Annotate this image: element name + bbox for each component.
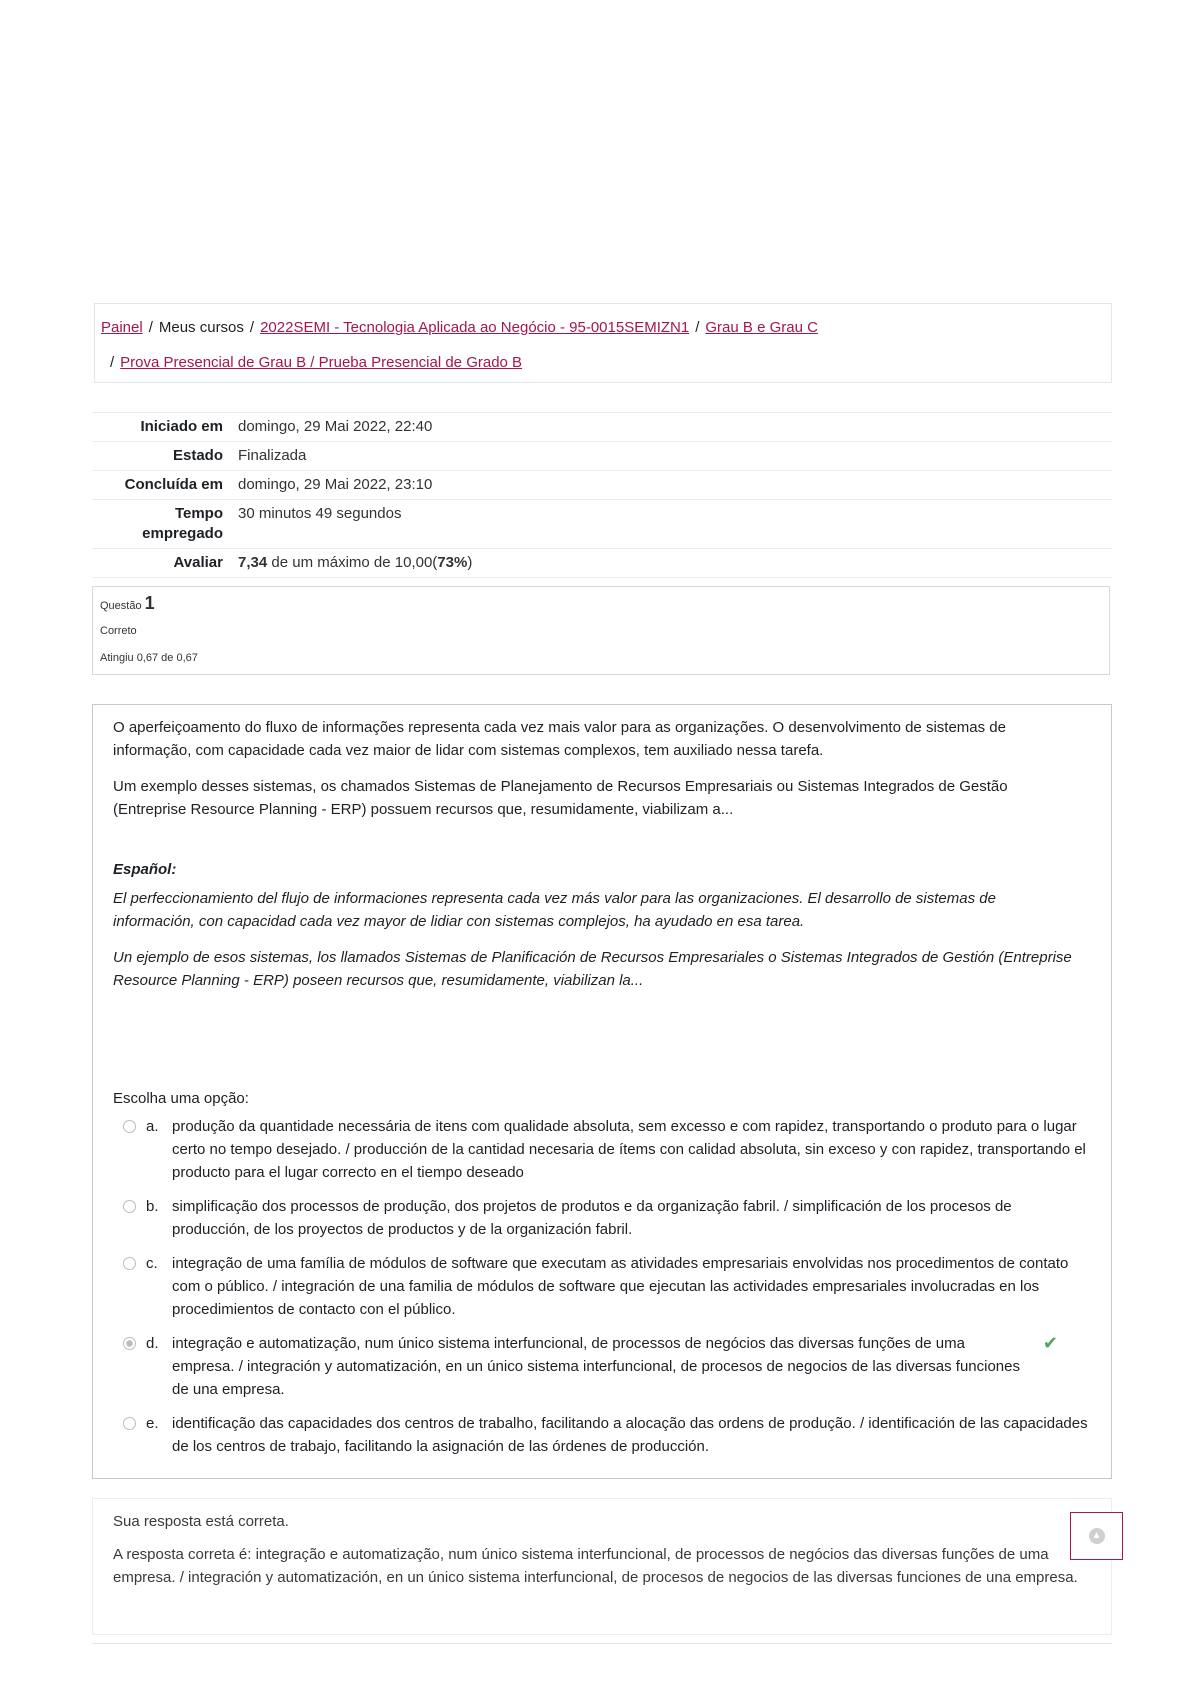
option-letter: c.: [146, 1255, 158, 1272]
feedback-status: Sua resposta está correta.: [113, 1513, 289, 1530]
summary-row-tempo: [92, 499, 1112, 548]
summary-label: Estado: [172, 447, 223, 464]
breadcrumb-separator: /: [695, 319, 700, 336]
radio-a[interactable]: [123, 1120, 136, 1133]
score-text: de um máximo de 10,00(: [267, 554, 438, 571]
summary-row-avaliar: [92, 548, 1112, 578]
question-text-pt-1: O aperfeiçoamento do fluxo de informações representa cada vez mais valor para as organizações. O desenvolvimento de sistemas de informação, com capacidade cada vez maior de lidar com sistemas complexos, tem auxiliado nessa tarefa.: [113, 719, 1006, 759]
option-text: integração de uma família de módulos de software que executam as atividades empresariais envolvidas nos procedimentos de contato com o público. / integración de una familia de módulos de software que ejecutan las actividades empresariales involucradas en los procedimientos de contacto con el público.: [172, 1255, 1069, 1318]
summary-value: domingo, 29 Mai 2022, 23:10: [238, 476, 433, 493]
summary-row-iniciado: [92, 412, 1112, 441]
question-number: [100, 593, 155, 614]
option-text: integração e automatização, num único sistema interfuncional, de processos de negócios das diversas funções de uma empresa. / integración y automatización, en un único sistema interfuncional, de procesos de negocios de las diversas funciones de una empresa.: [172, 1335, 1020, 1398]
check-icon: ✔: [1042, 1333, 1058, 1353]
score: 7,34: [238, 554, 268, 571]
feedback-box: [92, 1498, 1112, 1635]
option-letter: a.: [146, 1118, 159, 1135]
radio-c[interactable]: [123, 1257, 136, 1270]
option-letter: e.: [146, 1415, 159, 1432]
option-a[interactable]: [113, 1115, 1088, 1184]
summary-label-part: empregado: [142, 525, 223, 542]
score-text-end: ): [467, 554, 473, 571]
breadcrumb-painel[interactable]: Painel: [101, 319, 143, 336]
question-text-pt-2: Um exemplo desses sistemas, os chamados Sistemas de Planejamento de Recursos Empresariais ou Sistemas Integrados de Gestão (Entreprise Resource Planning - ERP) possuem recursos que, resumidamente, viabilizam a...: [113, 778, 1008, 818]
breadcrumb-separator: /: [110, 354, 115, 371]
option-d[interactable]: [113, 1332, 1088, 1401]
question-grade: Atingiu 0,67 de 0,67: [100, 652, 198, 664]
summary-row-estado: [92, 441, 1112, 470]
question-info: [92, 586, 1110, 675]
chevron-up-icon: ▲: [1089, 1528, 1105, 1544]
option-text: produção da quantidade necessária de itens com qualidade absoluta, sem excesso e com rapidez, transportando o produto para o lugar certo no tempo desejado. / producción de la cantidad necesaria de ítems con calidad absoluta, sin exceso y con rapidez, transportando el producto para el lugar correcto en el tiempo deseado: [172, 1118, 1086, 1181]
summary-label: [92, 504, 238, 544]
radio-e[interactable]: [123, 1417, 136, 1430]
option-text: identificação das capacidades dos centros de trabalho, facilitando a alocação das ordens de produção. / identificación de las capacidades de los centros de trabajo, facilitando la asignación de las órdenes de producción.: [172, 1415, 1088, 1455]
answer-prompt: Escolha uma opção:: [113, 1090, 249, 1107]
question-label: Questão: [100, 600, 142, 612]
summary-value: [238, 553, 472, 573]
score-percent: 73%: [437, 554, 468, 571]
summary-value: 30 minutos 49 segundos: [238, 505, 402, 522]
back-to-top-button[interactable]: [1070, 1512, 1123, 1560]
radio-b[interactable]: [123, 1200, 136, 1213]
radio-d-selected[interactable]: [123, 1337, 136, 1350]
attempt-summary: [92, 412, 1112, 578]
summary-label: Avaliar: [173, 554, 223, 571]
summary-label: Iniciado em: [140, 418, 223, 435]
summary-value: Finalizada: [238, 447, 307, 464]
option-letter: d.: [146, 1335, 159, 1352]
breadcrumb-prova[interactable]: Prova Presencial de Grau B / Prueba Presencial de Grado B: [120, 354, 523, 371]
question-number-value: 1: [144, 593, 155, 613]
summary-label: Concluída em: [124, 476, 223, 493]
answer-options: [113, 1090, 1088, 1469]
option-c[interactable]: [113, 1252, 1088, 1321]
summary-value: domingo, 29 Mai 2022, 22:40: [238, 418, 433, 435]
feedback-correct-answer: A resposta correta é: integração e automatização, num único sistema interfuncional, de processos de negócios das diversas funções de uma empresa. / integración y automatización, en un único sistema interfuncional, de procesos de negocios de las diversas funciones de una empresa.: [113, 1546, 1078, 1586]
summary-row-concluida: [92, 470, 1112, 499]
breadcrumb-course[interactable]: 2022SEMI - Tecnologia Aplicada ao Negócio - 95-0015SEMIZN1: [260, 319, 690, 336]
option-text: simplificação dos processos de produção, dos projetos de produtos e da organização fabril. / simplificación de los procesos de producción, de los proyectos de productos y de la organización fabril.: [172, 1198, 1012, 1238]
breadcrumb-separator: /: [249, 319, 255, 336]
question-state: Correto: [100, 625, 137, 637]
divider: [92, 1643, 1112, 1644]
question-es-heading: Español:: [113, 861, 177, 878]
breadcrumb-separator: /: [148, 319, 153, 336]
option-e[interactable]: [113, 1412, 1088, 1458]
breadcrumb-meus-cursos: Meus cursos: [158, 319, 244, 336]
summary-label-part: Tempo: [174, 505, 223, 522]
option-letter: b.: [146, 1198, 159, 1215]
breadcrumb-grau[interactable]: Grau B e Grau C: [705, 319, 818, 336]
question-text-es-1: El perfeccionamiento del flujo de informaciones representa cada vez más valor para las organizaciones. El desarrollo de sistemas de información, con capacidad cada vez mayor de lidiar con sistemas complejos, ha ayudado en esa tarea.: [113, 890, 996, 930]
question-text-es-2: Un ejemplo de esos sistemas, los llamados Sistemas de Planificación de Recursos Empresariales o Sistemas Integrados de Gestión (Entreprise Resource Planning - ERP) poseen recursos que, resumidamente, viabilizan la...: [113, 949, 1072, 989]
question-content: [92, 704, 1112, 1479]
option-b[interactable]: [113, 1195, 1088, 1241]
breadcrumb: [94, 303, 1112, 383]
